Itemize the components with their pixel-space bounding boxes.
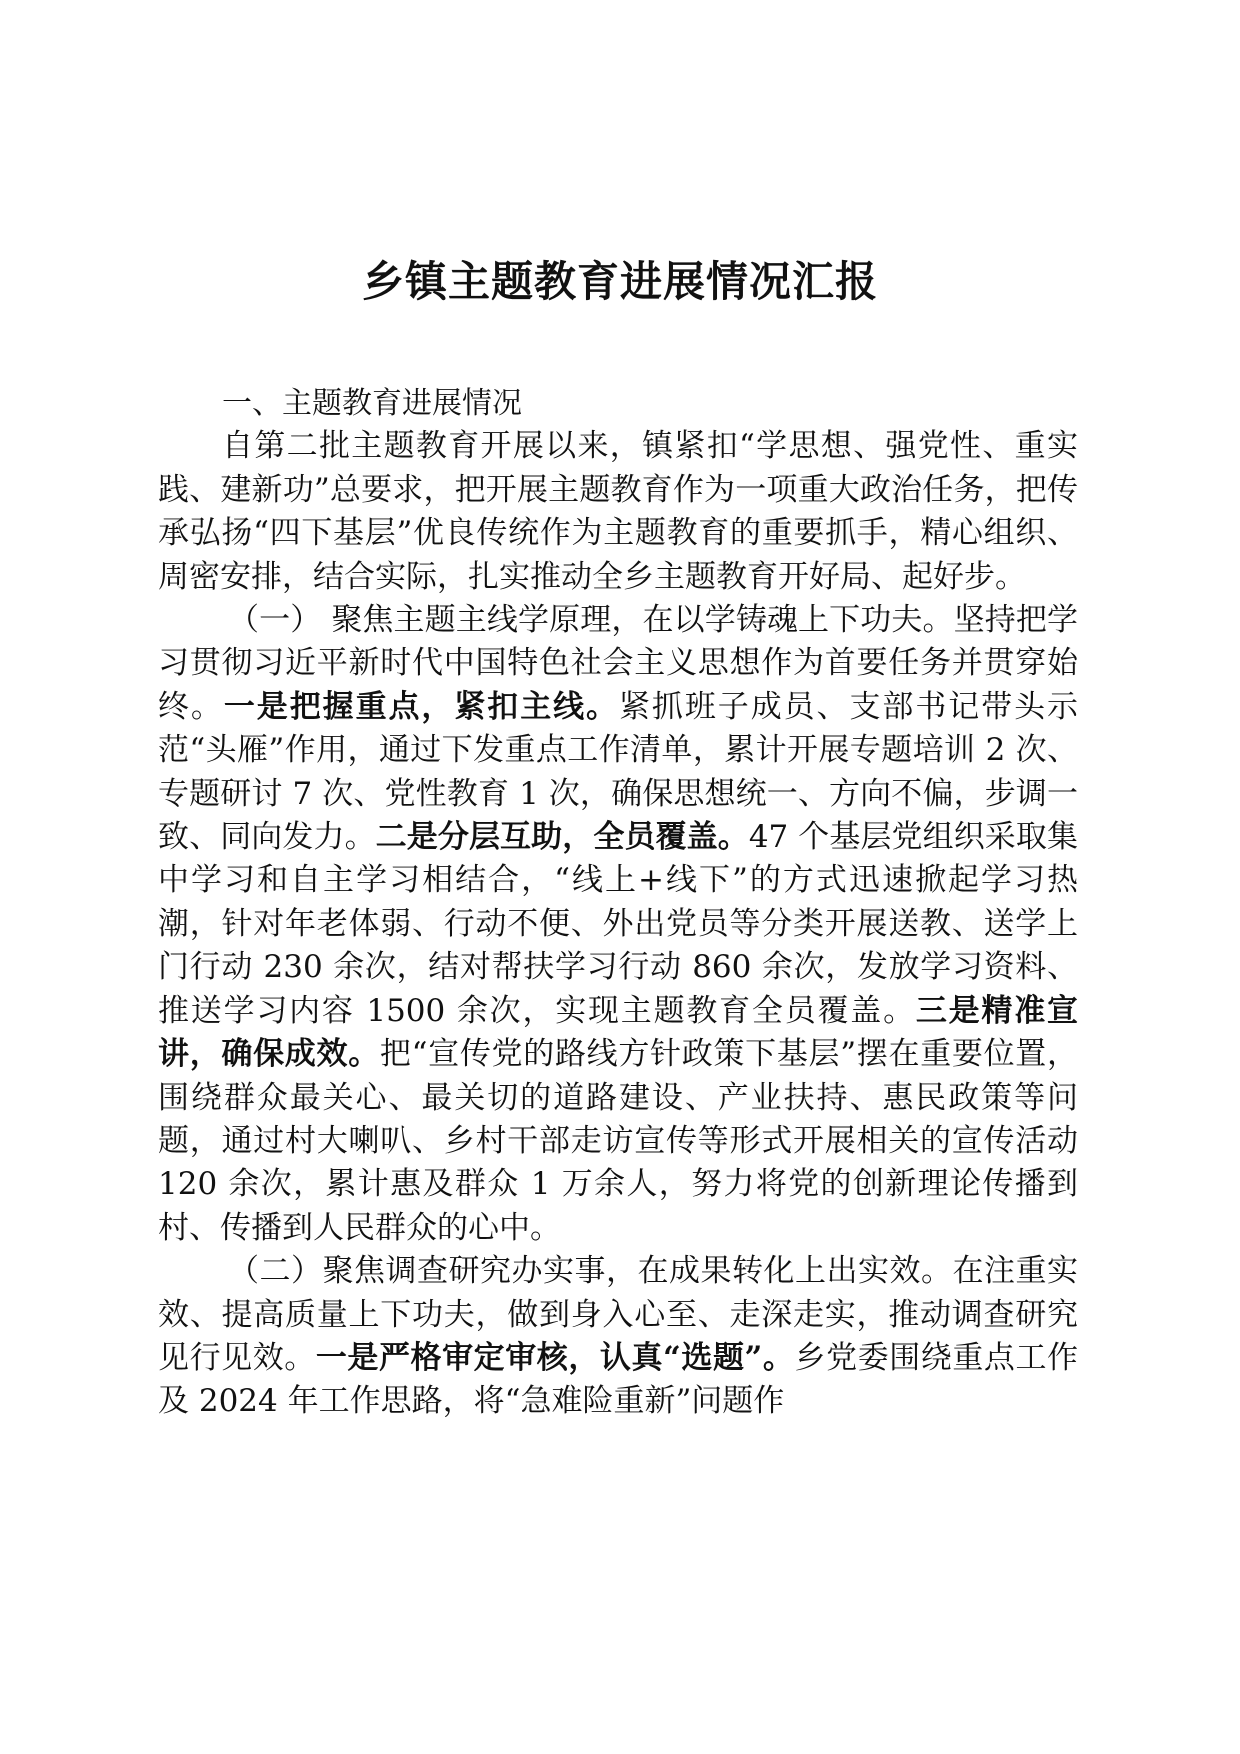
document-title: 乡镇主题教育进展情况汇报 <box>361 257 878 306</box>
part2-lead: （二）聚焦调查研究办实事，在成果转化上出实效。 <box>228 1253 953 1290</box>
section-heading: 一、主题教育进展情况 <box>222 386 522 421</box>
part2-paragraph <box>158 1250 1078 1424</box>
part1-bold1: 一是把握重点，紧扣主线。 <box>223 688 619 725</box>
document-body <box>158 382 1078 1424</box>
part1-text4: 把“宣传党的路线方针政策下基层”摆在重要位置，围绕群众最关心、最关切的道路建设、产业扶持、惠民政策等问题，通过村大喇叭、乡村干部走访宣传等形式开展相关的宣传活动 120 余次，累计惠及群众 1 万余人，努力将党的创新理论传播到村、传播到人民群众的心中。 <box>158 1036 1078 1246</box>
part2-text2: 乡党委围绕重点工作及 2024 年工作思路，将“急难险重新”问题作 <box>158 1339 1079 1420</box>
part1-paragraph <box>158 599 1078 1250</box>
part1-bold2: 二是分层互助，全员覆盖。 <box>375 819 749 856</box>
intro-paragraph: 自第二批主题教育开展以来，镇紧扣“学思想、强党性、重实践、建新功”总要求，把开展主题教育作为一项重大政治任务，把传承弘扬“四下基层”优良传统作为主题教育的重要抓手，精心组织、周密安排，结合实际，扎实推动全乡主题教育开好局、起好步。 <box>158 428 1078 595</box>
part1-text2: 紧抓班子成员、支部书记带头示范“头雁”作用，通过下发重点工作清单，累计开展专题培训 2 次、专题研讨 7 次、党性教育 1 次，确保思想统一、方向不偏，步调一致、同向发力。 <box>158 688 1079 856</box>
part1-text1: 坚持把学习贯彻习近平新时代中国特色社会主义思想作为首要任务并贯穿始终。 <box>158 602 1079 725</box>
part2-bold1: 一是严格审定审核，认真“选题”。 <box>315 1339 795 1376</box>
part1-lead: （一） 聚焦主题主线学原理，在以学铸魂上下功夫。 <box>228 602 954 639</box>
part1-text3: 47 个基层党组织采取集中学习和自主学习相结合，“线上+线下”的方式迅速掀起学习热潮，针对年老体弱、行动不便、外出党员等分类开展送教、送学上门行动 230 余次，结对帮扶学习行动 860 余次，发放学习资料、推送学习内容 1500 余次，实现主题教育全员覆盖。 <box>158 819 1078 1029</box>
part2-text1: 在注重实效、提高质量上下功夫，做到身入心至、走深走实，推动调查研究见行见效。 <box>158 1253 1078 1376</box>
part1-bold3: 三是精准宣讲，确保成效。 <box>158 992 1078 1073</box>
